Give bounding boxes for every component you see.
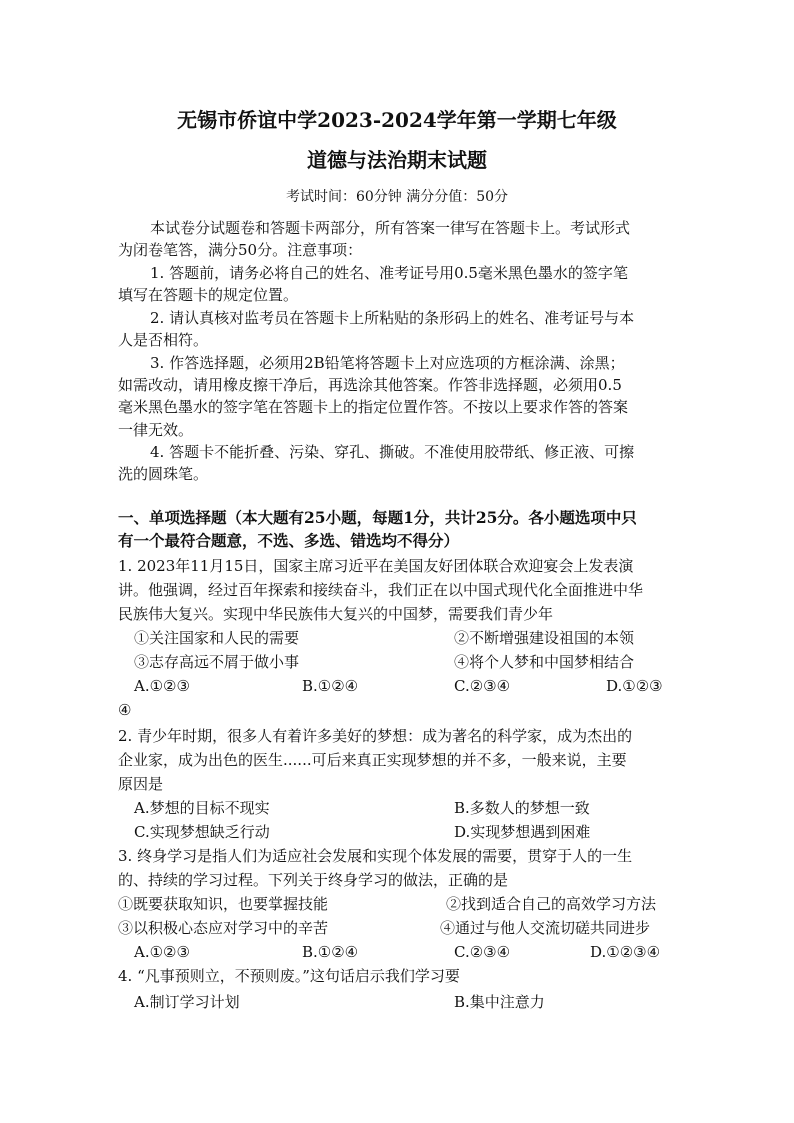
instruction-line: 人是否相符。: [118, 331, 209, 349]
answer-option-a[interactable]: A.①②③: [134, 677, 190, 695]
statement-item: ②找到适合自己的高效学习方法: [446, 895, 657, 913]
section-heading: 一、单项选择题（本大题有25小题，每题1分，共计25分。各小题选项中只: [118, 508, 637, 527]
question-text: 1. 2023年11月15日，国家主席习近平在美国友好团体联合欢迎宴会上发表演: [118, 557, 634, 575]
answer-option-d[interactable]: D.实现梦想遇到困难: [454, 823, 591, 841]
exam-info: 考试时间：60分钟 满分分值：50分: [285, 189, 509, 205]
instruction-line: 为闭卷笔答，满分50分。注意事项：: [118, 241, 363, 259]
answer-option-b[interactable]: B.①②④: [302, 943, 359, 961]
answer-option-d[interactable]: D.①②③④: [590, 943, 661, 961]
answer-option-a[interactable]: A.①②③: [134, 943, 190, 961]
answer-option-c[interactable]: C.实现梦想缺乏行动: [134, 823, 270, 841]
exam-title-line2: 道德与法治期末试题: [307, 148, 487, 172]
instruction-line: 本试卷分试题卷和答题卡两部分，所有答案一律写在答题卡上。考试形式: [150, 219, 631, 237]
question-text: 2. 青少年时期，很多人有着许多美好的梦想：成为著名的科学家，成为杰出的: [118, 727, 633, 745]
instruction-line: 一律无效。: [118, 421, 194, 439]
answer-option-a[interactable]: A.梦想的目标不现实: [134, 799, 270, 817]
instruction-line: 1. 答题前，请务必将自己的姓名、准考证号用0.5毫米黑色墨水的签字笔: [150, 264, 628, 282]
answer-option-c[interactable]: C.②③④: [454, 943, 511, 961]
question-text: 4. “凡事预则立，不预则废。”这句话启示我们学习要: [118, 967, 460, 985]
question-text: 讲。他强调，经过百年探索和接续奋斗，我们正在以中国式现代化全面推进中华: [118, 581, 644, 599]
instruction-line: 4. 答题卡不能折叠、污染、穿孔、撕破。不准使用胶带纸、修正液、可擦: [150, 443, 635, 461]
answer-option-c[interactable]: C.②③④: [454, 677, 511, 695]
answer-option-d[interactable]: D.①②③: [606, 677, 663, 695]
answer-option-b[interactable]: B.集中注意力: [454, 993, 545, 1011]
question-text: 的、持续的学习过程。下列关于终身学习的做法，正确的是: [118, 871, 509, 889]
question-text: 企业家，成为出色的医生......可后来真正实现梦想的并不多，一般来说，主要: [118, 751, 627, 769]
answer-option-b[interactable]: B.①②④: [302, 677, 359, 695]
statement-item: ④将个人梦和中国梦相结合: [454, 653, 635, 671]
statement-item: ③以积极心态应对学习中的辛苦: [118, 919, 329, 937]
instruction-line: 3. 作答选择题，必须用2B铅笔将答题卡上对应选项的方框涂满、涂黑；: [150, 354, 625, 372]
instruction-line: 2. 请认真核对监考员在答题卡上所粘贴的条形码上的姓名、准考证号与本: [150, 309, 635, 327]
instruction-line: 填写在答题卡的规定位置。: [118, 286, 299, 304]
exam-title-line1: 无锡市侨谊中学2023-2024学年第一学期七年级: [177, 108, 617, 132]
statement-item: ②不断增强建设祖国的本领: [454, 629, 635, 647]
question-text: 3. 终身学习是指人们为适应社会发展和实现个体发展的需要，贯穿于人的一生: [118, 847, 633, 865]
answer-option-wrap: ④: [118, 701, 132, 719]
statement-item: ③志存高远不屑于做小事: [134, 653, 300, 671]
instruction-line: 毫米黑色墨水的签字笔在答题卡上的指定位置作答。不按以上要求作答的答案: [118, 398, 629, 416]
statement-item: ④通过与他人交流切磋共同进步: [440, 919, 651, 937]
instruction-line: 如需改动，请用橡皮擦干净后，再选涂其他答案。作答非选择题，必须用0.5: [118, 376, 622, 394]
section-heading: 有一个最符合题意，不选、多选、错选均不得分）: [118, 531, 460, 550]
instruction-line: 洗的圆珠笔。: [118, 465, 209, 483]
answer-option-b[interactable]: B.多数人的梦想一致: [454, 799, 590, 817]
statement-item: ①既要获取知识，也要掌握技能: [118, 895, 329, 913]
statement-item: ①关注国家和人民的需要: [134, 629, 300, 647]
question-text: 民族伟大复兴。实现中华民族伟大复兴的中国梦，需要我们青少年: [118, 605, 554, 623]
question-text: 原因是: [118, 775, 164, 793]
answer-option-a[interactable]: A.制订学习计划: [134, 993, 240, 1011]
